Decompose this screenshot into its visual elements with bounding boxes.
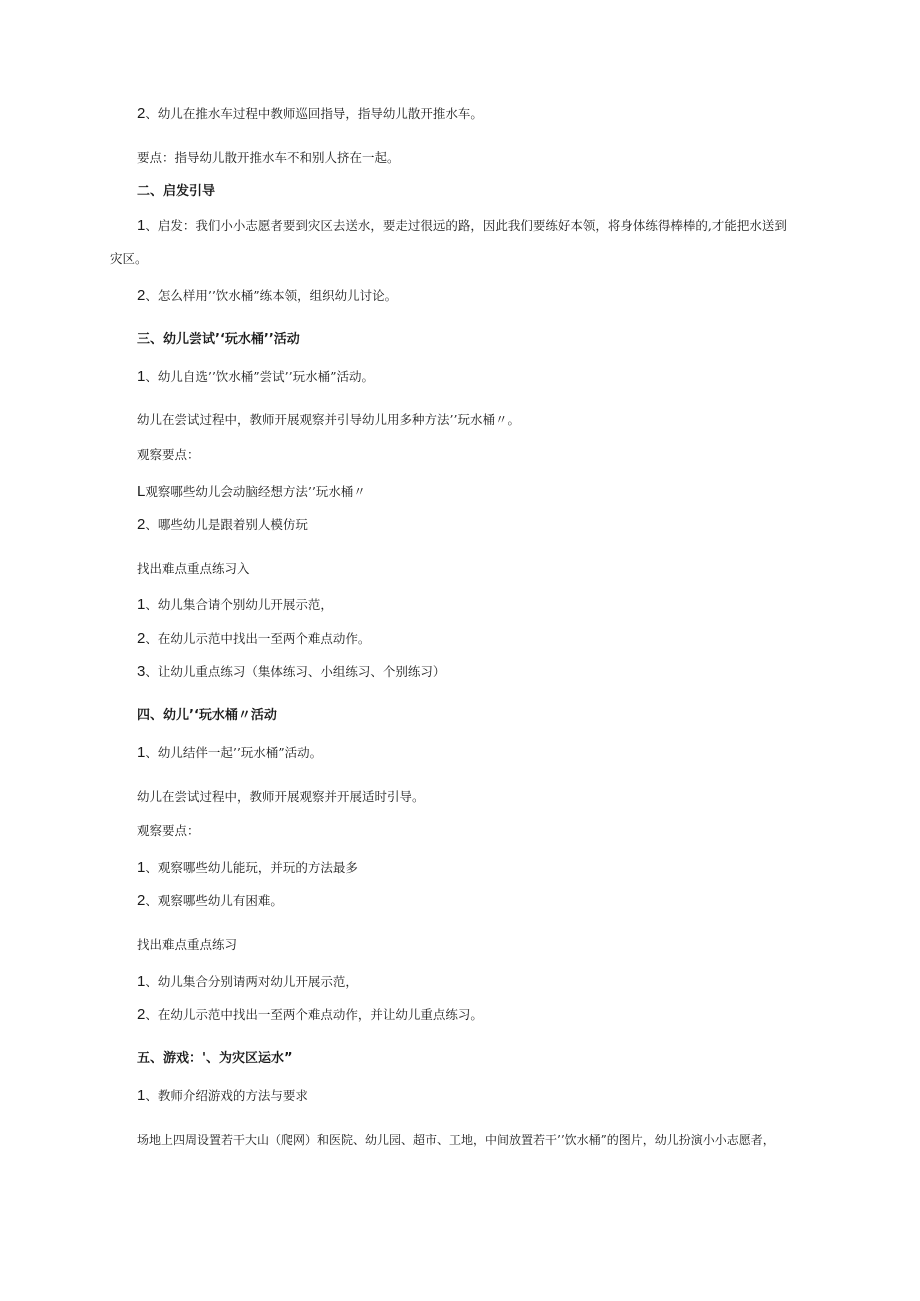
text-line: 1、幼儿集合分别请两对幼儿开展示范， bbox=[137, 973, 358, 990]
text-line: 1、教师介绍游戏的方法与要求 bbox=[137, 1087, 308, 1104]
text-line: 1、观察哪些幼儿能玩，并玩的方法最多 bbox=[137, 859, 358, 876]
list-number: 2 bbox=[137, 105, 146, 122]
list-number: 2 bbox=[137, 1006, 146, 1023]
list-number: 2 bbox=[137, 892, 146, 909]
list-number: 1 bbox=[137, 368, 146, 385]
text-line: 2、在幼儿示范中找出一至两个难点动作，并让幼儿重点练习。 bbox=[137, 1006, 483, 1023]
list-number: 1 bbox=[137, 217, 146, 234]
text-line: 2、观察哪些幼儿有困难。 bbox=[137, 892, 283, 909]
list-number: 1 bbox=[137, 596, 146, 613]
list-number: 2 bbox=[137, 287, 146, 304]
text-line: 幼儿在尝试过程中，教师开展观察并开展适时引导。 bbox=[137, 789, 425, 804]
text-line: 2、幼儿在推水车过程中教师巡回指导，指导幼儿散开推水车。 bbox=[137, 105, 483, 122]
text-line: L观察哪些幼儿会动脑经想方法’’玩水桶〃 bbox=[137, 483, 366, 500]
text-line: 1、幼儿结伴一起’’玩水桶”活动。 bbox=[137, 744, 323, 761]
section-heading: 五、游戏：'、为灾区运水” bbox=[137, 1051, 293, 1066]
text-line: 2、哪些幼儿是跟着别人模仿玩 bbox=[137, 516, 308, 533]
section-heading: 三、幼儿尝试’‘玩水桶’’活动 bbox=[137, 332, 300, 347]
list-number: 1 bbox=[137, 973, 146, 990]
text-line: 1、幼儿自选’’饮水桶”尝试’’玩水桶”活动。 bbox=[137, 368, 375, 385]
list-number: L bbox=[137, 483, 146, 500]
text-line: 观察要点： bbox=[137, 447, 200, 462]
text-line: 找出难点重点练习 bbox=[137, 937, 238, 952]
list-number: 2 bbox=[137, 630, 146, 647]
text-line: 找出难点重点练习入 bbox=[137, 561, 250, 576]
text-line: 3、让幼儿重点练习（集体练习、小组练习、个别练习） bbox=[137, 663, 446, 680]
list-number: 1 bbox=[137, 859, 146, 876]
list-number: 1 bbox=[137, 744, 146, 761]
list-number: 2 bbox=[137, 516, 146, 533]
text-line: 2、在幼儿示范中找出一至两个难点动作。 bbox=[137, 630, 371, 647]
section-heading: 二、启发引导 bbox=[137, 184, 216, 199]
text-line: 1、幼儿集合请个别幼儿开展示范， bbox=[137, 596, 333, 613]
text-line: 观察要点： bbox=[137, 823, 200, 838]
list-number: 3 bbox=[137, 663, 146, 680]
section-heading: 四、幼儿’‘玩水桶〃活动 bbox=[137, 708, 277, 723]
text-line: 要点：指导幼儿散开推水车不和别人挤在一起。 bbox=[137, 150, 400, 165]
text-line: 场地上四周设置若干大山（爬网）和医院、幼儿园、超市、工地，中间放置若干’’饮水桶”的图片，幼儿扮演小小志愿者， bbox=[137, 1133, 775, 1147]
text-line: 幼儿在尝试过程中，教师开展观察并引导幼儿用多种方法’’玩水桶〃。 bbox=[137, 412, 520, 427]
list-number: 1 bbox=[137, 1087, 146, 1104]
text-line-continuation: 灾区。 bbox=[110, 251, 148, 266]
text-line: 2、怎么样用’’饮水桶”练本领，组织幼儿讨论。 bbox=[137, 287, 398, 304]
text-line: 1、启发：我们小小志愿者要到灾区去送水，要走过很远的路，因此我们要练好本领，将身体练得棒棒的,才能把水送到 bbox=[137, 217, 787, 234]
